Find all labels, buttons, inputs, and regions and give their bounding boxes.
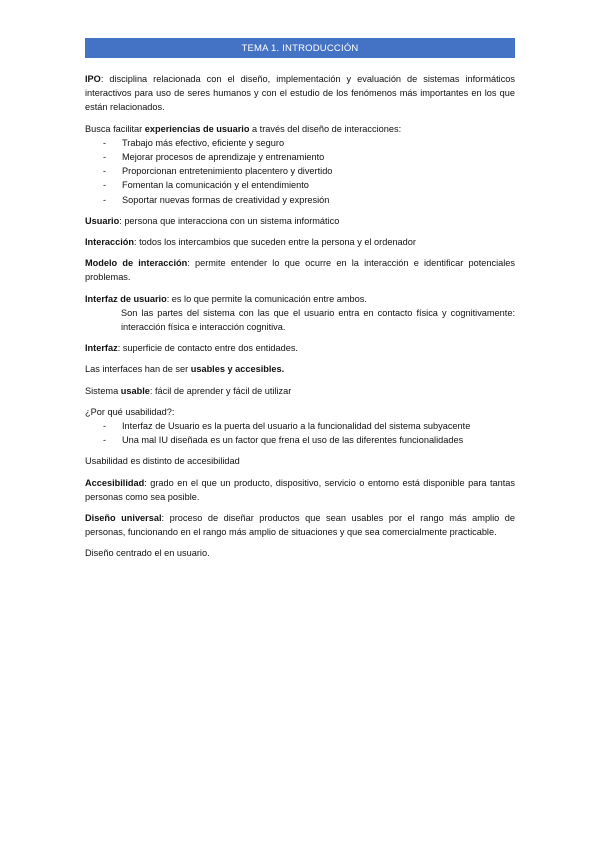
modelo-definition <box>85 256 515 284</box>
sistema-usable-prefix: Sistema <box>85 385 121 396</box>
accesibilidad-term: Accesibilidad <box>85 477 145 488</box>
interfaces-paragraph <box>85 362 515 376</box>
diseno-universal-text: : proceso de diseñar productos que sean usables por el rango más amplio de personas, funcionando en el rango más amplio de situaciones y que sea comercialmente practicable. <box>85 513 516 538</box>
usuario-term: Usuario <box>85 215 120 226</box>
diseno-universal-term: Diseño universal <box>85 513 162 524</box>
header-title: TEMA 1. INTRODUCCIÓN <box>241 42 359 54</box>
interfaz-usuario-term: Interfaz de usuario <box>85 293 167 304</box>
sistema-usable-paragraph <box>85 384 515 398</box>
interfaces-prefix: Las interfaces han de ser <box>85 364 191 375</box>
modelo-term: Modelo de interacción <box>85 258 188 269</box>
accesibilidad-definition <box>85 476 515 504</box>
list-item: - Fomentan la comunicación y el entendimiento <box>85 178 515 192</box>
interfaz-text: : superficie de contacto entre dos entidades. <box>117 343 298 354</box>
interfaces-bold: usables y accesibles. <box>190 364 285 375</box>
interfaz-usuario-text: : es lo que permite la comunicación entre ambos. <box>166 293 367 304</box>
porque-list <box>85 419 515 447</box>
list-item: - Mejorar procesos de aprendizaje y entrenamiento <box>85 150 515 164</box>
list-item: - Soportar nuevas formas de creatividad y expresión <box>85 193 515 207</box>
busca-prefix: Busca facilitar <box>85 123 145 134</box>
interfaz-usuario-indent: Son las partes del sistema con las que el usuario entra en contacto física y cognitivamente: interacción física e interacción cognitiva. <box>121 307 515 333</box>
interfaz-usuario-definition <box>85 292 515 306</box>
list-item: - Proporcionan entretenimiento placentero y divertido <box>85 164 515 178</box>
diseno-universal-definition <box>85 511 515 539</box>
interaccion-definition <box>85 235 515 249</box>
ipo-term: IPO <box>85 74 101 84</box>
modelo-text: : permite entender lo que ocurre en la interacción e identificar potenciales problemas. <box>85 258 515 283</box>
list-item: - Una mal IU diseñada es un factor que frena el uso de las diferentes funcionalidades <box>85 433 515 447</box>
sistema-usable-suffix: : fácil de aprender y fácil de utilizar <box>149 385 292 396</box>
interaccion-text: : todos los intercambios que suceden entre la persona y el ordenador <box>134 237 416 248</box>
porque-title: ¿Por qué usabilidad?: <box>85 406 175 417</box>
interfaz-definition <box>85 341 515 355</box>
busca-suffix: a través del diseño de interacciones: <box>249 123 402 134</box>
busca-paragraph <box>85 122 515 136</box>
usuario-text: : persona que interacciona con un sistema informático <box>119 215 340 226</box>
interaccion-term: Interacción <box>85 237 135 248</box>
ipo-definition <box>85 72 515 115</box>
list-item: - Trabajo más efectivo, eficiente y seguro <box>85 136 515 150</box>
busca-list <box>85 136 515 207</box>
usuario-definition <box>85 214 515 228</box>
ipo-text: : disciplina relacionada con el diseño, implementación y evaluación de sistemas informáticos interactivos para uso de seres humanos y con el estudio de los fenómenos más importantes en los que están relacionados. <box>85 74 515 113</box>
document-body <box>85 72 515 568</box>
section-header <box>85 38 515 58</box>
sistema-usable-bold: usable <box>120 385 150 396</box>
list-item: - Interfaz de Usuario es la puerta del usuario a la funcionalidad del sistema subyacente <box>85 419 515 433</box>
usabilidad-distinto: Usabilidad es distinto de accesibilidad <box>85 456 240 467</box>
diseno-centrado: Diseño centrado el en usuario. <box>85 548 210 559</box>
accesibilidad-text: : grado en el que un producto, dispositivo, servicio o entorno está disponible para tantas personas como sea posible. <box>85 477 515 502</box>
busca-bold: experiencias de usuario <box>144 123 250 134</box>
interfaz-term: Interfaz <box>85 343 118 354</box>
